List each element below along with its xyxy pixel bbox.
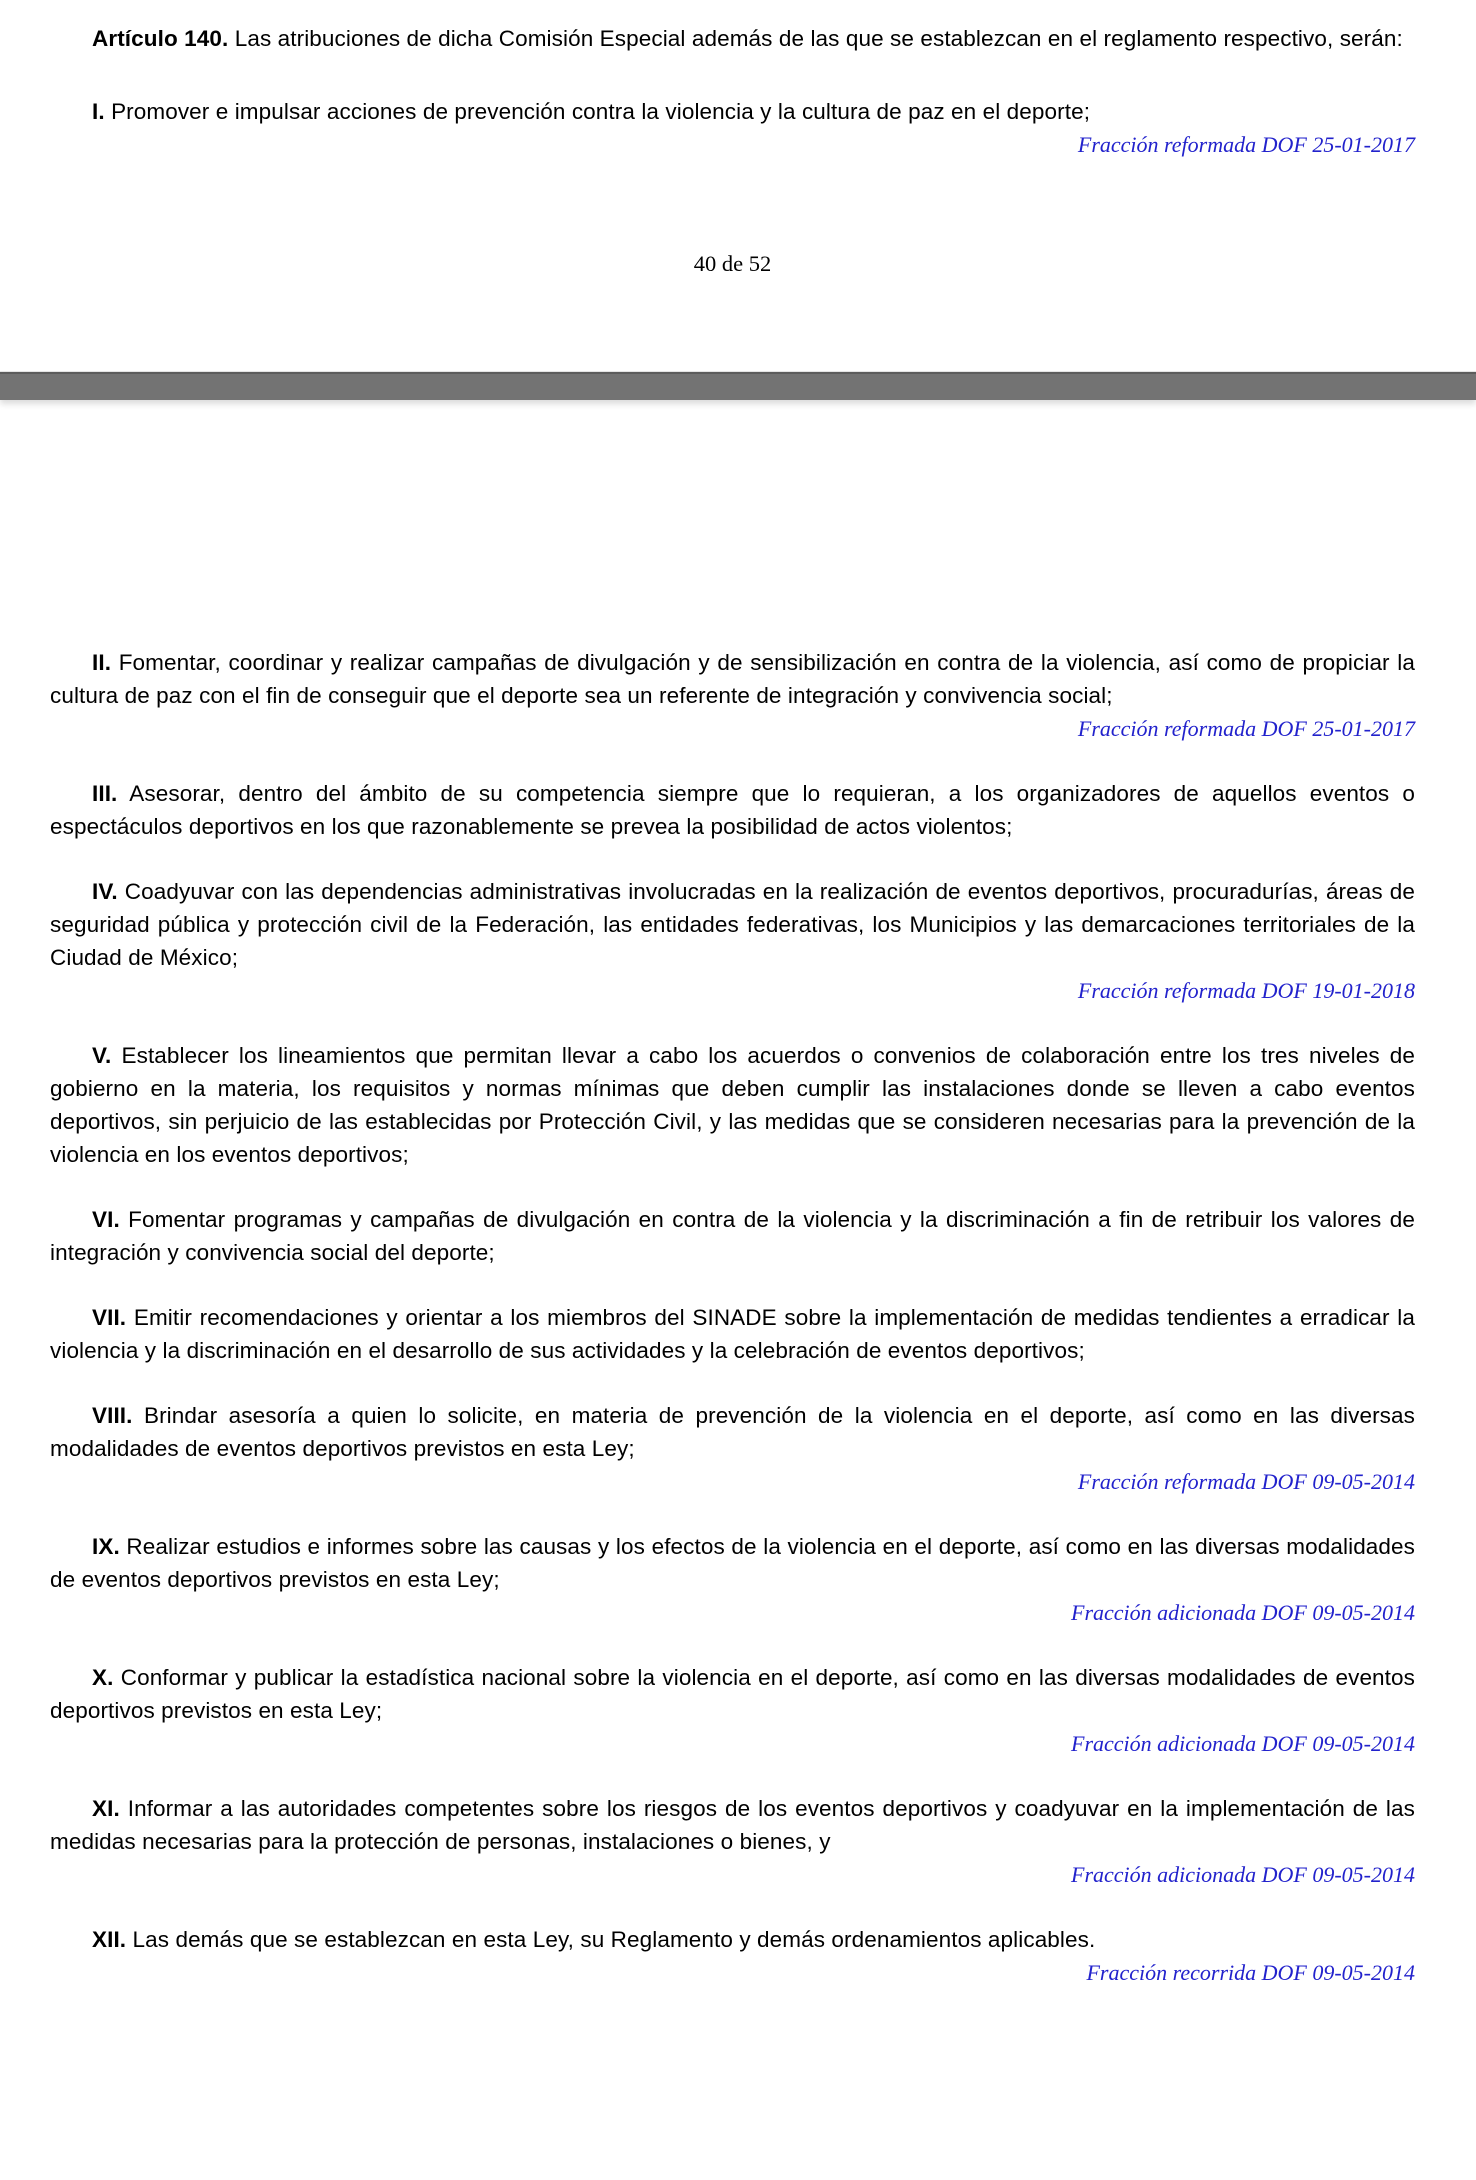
fraction-IX-block <box>50 1530 1415 1629</box>
fraction-VIII-numeral: VIII. <box>92 1403 133 1428</box>
article-140-label: Artículo 140. <box>92 26 229 51</box>
fraction-II-block <box>50 646 1415 745</box>
fraction-V-numeral: V. <box>92 1043 112 1068</box>
fraction-VII-numeral: VII. <box>92 1305 127 1330</box>
fraction-IV-text: Coadyuvar con las dependencias administrativas involucradas en la realización de eventos deportivos, procuradurías, áreas de seguridad pública y protección civil de la Federación, las entidades federativas, los Municipios y las demarcaciones territoriales de la Ciudad de México; <box>50 879 1415 970</box>
page-41-top <box>0 400 1476 1989</box>
fraction-XII-text: Las demás que se establezcan en esta Ley, su Reglamento y demás ordenamientos aplicables. <box>132 1927 1096 1952</box>
fraction-III-text: Asesorar, dentro del ámbito de su competencia siempre que lo requieran, a los organizadores de aquellos eventos o espectáculos deportivos en los que razonablemente se prevea la posibilidad de actos violentos; <box>50 781 1415 839</box>
fraction-II-numeral: II. <box>92 650 112 675</box>
fraction-IX-numeral: IX. <box>92 1534 120 1559</box>
fraction-XI-numeral: XI. <box>92 1796 120 1821</box>
fraction-XI-text: Informar a las autoridades competentes sobre los riesgos de los eventos deportivos y coadyuvar en la implementación de las medidas necesarias para la protección de personas, instalaciones o bienes, y <box>50 1796 1415 1854</box>
fraction-I-annotation: Fracción reformada DOF 25-01-2017 <box>1077 132 1415 157</box>
fraction-XII-numeral: XII. <box>92 1927 127 1952</box>
page-40-bottom <box>0 0 1476 280</box>
fraction-I-numeral: I. <box>92 99 105 124</box>
fraction-IV-paragraph <box>50 875 1415 974</box>
fraction-VII-paragraph <box>50 1301 1415 1367</box>
fraction-X-block <box>50 1661 1415 1760</box>
fraction-VI-paragraph <box>50 1203 1415 1269</box>
fraction-II-text: Fomentar, coordinar y realizar campañas de divulgación y de sensibilización en contra de la violencia, así como de propiciar la cultura de paz con el fin de conseguir que el deporte sea un referente de integración y convivencia social; <box>50 650 1415 708</box>
fraction-VI-numeral: VI. <box>92 1207 120 1232</box>
article-140-text: Las atribuciones de dicha Comisión Especial además de las que se establezcan en el reglamento respectivo, serán: <box>234 26 1403 51</box>
fraction-II-paragraph <box>50 646 1415 712</box>
fraction-VII-block <box>50 1301 1415 1367</box>
fraction-X-text: Conformar y publicar la estadística nacional sobre la violencia en el deporte, así como en las diversas modalidades de eventos deportivos previstos en esta Ley; <box>50 1665 1415 1723</box>
fraction-I-paragraph <box>50 95 1415 128</box>
fraction-VIII-text: Brindar asesoría a quien lo solicite, en materia de prevención de la violencia en el deporte, así como en las diversas modalidades de eventos deportivos previstos en esta Ley; <box>50 1403 1415 1461</box>
fraction-XII-block <box>50 1923 1415 1989</box>
fraction-XII-annotation: Fracción recorrida DOF 09-05-2014 <box>1086 1960 1415 1985</box>
page-separator-bar <box>0 372 1476 400</box>
fraction-II-annotation: Fracción reformada DOF 25-01-2017 <box>1077 716 1415 741</box>
fraction-VIII-annotation: Fracción reformada DOF 09-05-2014 <box>1077 1469 1415 1494</box>
fraction-XI-annotation: Fracción adicionada DOF 09-05-2014 <box>1071 1862 1415 1887</box>
article-140-paragraph <box>50 22 1415 55</box>
fraction-IX-annotation: Fracción adicionada DOF 09-05-2014 <box>1071 1600 1415 1625</box>
fraction-XII-paragraph <box>50 1923 1415 1956</box>
fraction-XI-block <box>50 1792 1415 1891</box>
fraction-III-numeral: III. <box>92 781 118 806</box>
fraction-XI-paragraph <box>50 1792 1415 1858</box>
fraction-X-paragraph <box>50 1661 1415 1727</box>
fraction-III-block <box>50 777 1415 843</box>
fraction-VIII-paragraph <box>50 1399 1415 1465</box>
fraction-III-paragraph <box>50 777 1415 843</box>
fraction-VI-block <box>50 1203 1415 1269</box>
fraction-V-paragraph <box>50 1039 1415 1171</box>
fraction-IV-numeral: IV. <box>92 879 118 904</box>
fraction-VII-text: Emitir recomendaciones y orientar a los miembros del SINADE sobre la implementación de medidas tendientes a erradicar la violencia y la discriminación en el desarrollo de sus actividades y la celebración de eventos deportivos; <box>50 1305 1415 1363</box>
fraction-IV-block <box>50 875 1415 1007</box>
page-number: 40 de 52 <box>693 251 772 276</box>
fraction-IX-text: Realizar estudios e informes sobre las causas y los efectos de la violencia en el deporte, así como en las diversas modalidades de eventos deportivos previstos en esta Ley; <box>50 1534 1415 1592</box>
fraction-I-text: Promover e impulsar acciones de prevención contra la violencia y la cultura de paz en el deporte; <box>111 99 1091 124</box>
fraction-VI-text: Fomentar programas y campañas de divulgación en contra de la violencia y la discriminación a fin de retribuir los valores de integración y convivencia social del deporte; <box>50 1207 1415 1265</box>
fraction-I-block <box>50 95 1415 161</box>
fraction-VIII-block <box>50 1399 1415 1498</box>
fraction-IX-paragraph <box>50 1530 1415 1596</box>
fraction-V-block <box>50 1039 1415 1171</box>
fraction-X-annotation: Fracción adicionada DOF 09-05-2014 <box>1071 1731 1415 1756</box>
fraction-X-numeral: X. <box>92 1665 114 1690</box>
fraction-V-text: Establecer los lineamientos que permitan llevar a cabo los acuerdos o convenios de colaboración entre los tres niveles de gobierno en la materia, los requisitos y normas mínimas que deben cumplir las instalaciones donde se lleven a cabo eventos deportivos, sin perjuicio de las establecidas por Protección Civil, y las medidas que se consideren necesarias para la prevención de la violencia en los eventos deportivos; <box>50 1043 1415 1167</box>
fraction-IV-annotation: Fracción reformada DOF 19-01-2018 <box>1077 978 1415 1003</box>
